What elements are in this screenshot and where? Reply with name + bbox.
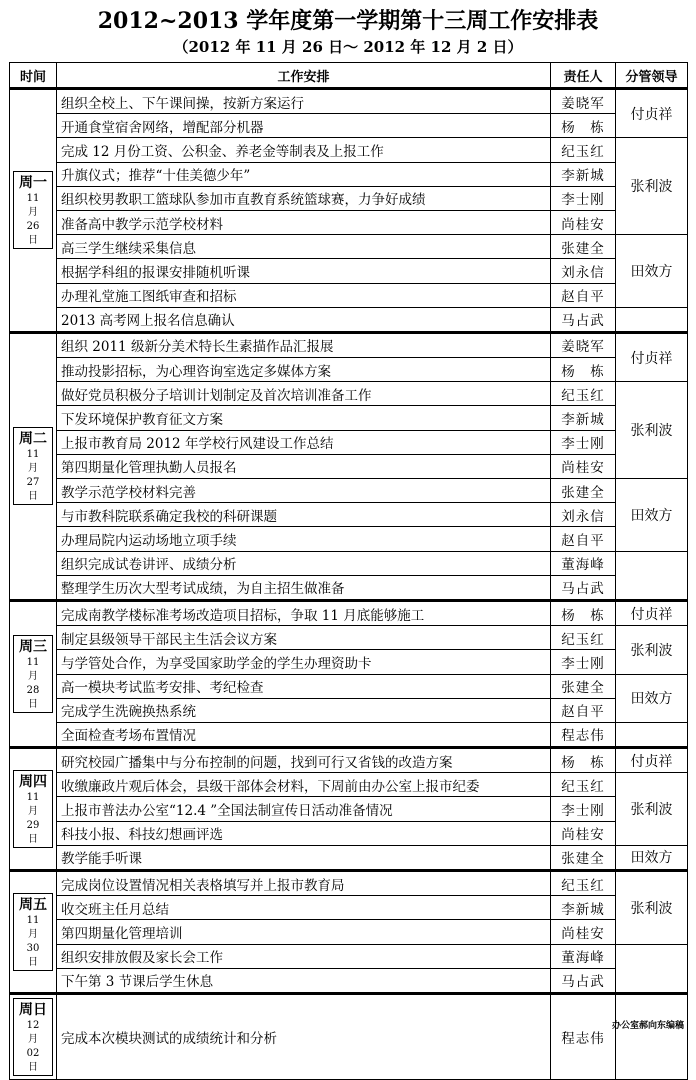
header-tasks: 工作安排 <box>57 63 551 89</box>
leader-cell: 张利波 <box>616 382 688 479</box>
responsible-person-cell: 杨 栋 <box>551 748 616 773</box>
header-leader: 分管领导 <box>616 63 688 89</box>
day-cell <box>10 600 57 747</box>
task-row <box>10 162 688 186</box>
task-cell: 整理学生历次大型考试成绩，为自主招生做准备 <box>57 575 551 600</box>
leader-cell: 付贞祥 <box>616 332 688 381</box>
footer-note: 办公室郝向东编稿 <box>611 1021 684 1031</box>
day-number-unit: 日 <box>28 834 38 846</box>
responsible-person-cell: 赵自平 <box>551 283 616 307</box>
task-cell: 推动投影招标，为心理咨询室选定多媒体方案 <box>57 358 551 382</box>
day-name: 周二 <box>19 431 47 448</box>
task-row <box>10 722 688 747</box>
day-number-unit: 日 <box>28 956 38 968</box>
task-row <box>10 674 688 698</box>
task-cell: 教学能手听课 <box>57 845 551 870</box>
task-cell: 第四期量化管理执勤人员报名 <box>57 454 551 478</box>
responsible-person-cell: 程志伟 <box>551 993 616 1079</box>
task-row <box>10 307 688 332</box>
responsible-person-cell: 刘永信 <box>551 259 616 283</box>
responsible-person-cell: 张建全 <box>551 235 616 259</box>
responsible-person-cell: 张建全 <box>551 479 616 503</box>
day-number: 30 <box>26 942 40 954</box>
task-row <box>10 600 688 625</box>
task-cell: 下发环境保护教育征文方案 <box>57 406 551 430</box>
day-cell <box>10 332 57 600</box>
task-cell: 办理局院内运动场地立项手续 <box>57 527 551 551</box>
task-cell: 组织全校上、下午课间操，按新方案运行 <box>57 89 551 114</box>
task-cell: 完成南教学楼标准考场改造项目招标，争取 11 月底能够施工 <box>57 600 551 625</box>
day-number-unit: 日 <box>28 491 38 503</box>
responsible-person-cell: 纪玉红 <box>551 626 616 650</box>
task-cell: 开通食堂宿舍网络，增配部分机器 <box>57 114 551 138</box>
responsible-person-cell: 李新城 <box>551 896 616 920</box>
task-row <box>10 650 688 674</box>
day-month-unit: 月 <box>28 806 38 818</box>
task-cell: 与学管处合作，为享受国家助学金的学生办理资助卡 <box>57 650 551 674</box>
task-row <box>10 944 688 968</box>
task-row <box>10 845 688 870</box>
responsible-person-cell: 纪玉红 <box>551 138 616 162</box>
responsible-person-cell: 杨 栋 <box>551 600 616 625</box>
day-box <box>13 770 53 848</box>
day-box <box>13 427 53 505</box>
responsible-person-cell: 董海峰 <box>551 944 616 968</box>
day-number: 29 <box>26 820 40 832</box>
task-cell: 第四期量化管理培训 <box>57 920 551 944</box>
leader-cell: 付贞祥 <box>616 748 688 773</box>
task-cell: 上报市教育局 2012 年学校行风建设工作总结 <box>57 430 551 454</box>
task-cell: 高三学生继续采集信息 <box>57 235 551 259</box>
responsible-person-cell: 纪玉红 <box>551 871 616 896</box>
responsible-person-cell: 李士刚 <box>551 797 616 821</box>
responsible-person-cell: 马占武 <box>551 307 616 332</box>
task-cell: 教学示范学校材料完善 <box>57 479 551 503</box>
responsible-person-cell: 赵自平 <box>551 527 616 551</box>
header-row <box>10 63 688 89</box>
task-cell: 收缴廉政片观后体会，县级干部体会材料，下周前由办公室上报市纪委 <box>57 773 551 797</box>
responsible-person-cell: 赵自平 <box>551 698 616 722</box>
task-row <box>10 503 688 527</box>
task-row <box>10 259 688 283</box>
responsible-person-cell: 李士刚 <box>551 186 616 210</box>
day-month: 11 <box>26 657 40 668</box>
task-row <box>10 332 688 357</box>
leader-cell: 张利波 <box>616 626 688 674</box>
day-month: 11 <box>26 792 40 804</box>
day-cell <box>10 871 57 994</box>
responsible-person-cell: 刘永信 <box>551 503 616 527</box>
task-cell: 完成 12 月份工资、公积金、养老金等制表及上报工作 <box>57 138 551 162</box>
responsible-person-cell: 尚桂安 <box>551 821 616 845</box>
day-number: 28 <box>26 685 40 696</box>
responsible-person-cell: 杨 栋 <box>551 114 616 138</box>
task-row <box>10 479 688 503</box>
day-cell <box>10 993 57 1079</box>
schedule-table <box>9 62 688 1080</box>
leader-cell: 田效方 <box>616 674 688 722</box>
task-row <box>10 626 688 650</box>
day-number-unit: 日 <box>28 1061 38 1073</box>
leader-cell: 田效方 <box>616 479 688 552</box>
day-box <box>13 635 53 713</box>
task-cell: 收交班主任月总结 <box>57 896 551 920</box>
task-cell: 科技小报、科技幻想画评选 <box>57 821 551 845</box>
day-number: 02 <box>26 1047 40 1059</box>
responsible-person-cell: 李新城 <box>551 162 616 186</box>
task-cell: 与市教科院联系确定我校的科研课题 <box>57 503 551 527</box>
day-number: 26 <box>26 221 40 233</box>
task-row <box>10 210 688 234</box>
task-row <box>10 454 688 478</box>
schedule-body <box>10 89 688 1080</box>
day-month: 11 <box>26 193 40 205</box>
page-title: 2012~2013 学年度第一学期第十三周工作安排表 <box>97 8 599 34</box>
responsible-person-cell: 李士刚 <box>551 650 616 674</box>
task-row <box>10 114 688 138</box>
leader-cell <box>616 307 688 332</box>
task-row <box>10 527 688 551</box>
task-cell: 根据学科组的报课安排随机听课 <box>57 259 551 283</box>
day-name: 周三 <box>19 639 47 655</box>
task-cell: 制定县级领导干部民主生活会议方案 <box>57 626 551 650</box>
responsible-person-cell: 董海峰 <box>551 551 616 575</box>
day-cell <box>10 89 57 333</box>
responsible-person-cell: 纪玉红 <box>551 773 616 797</box>
task-row <box>10 773 688 797</box>
task-cell: 准备高中教学示范学校材料 <box>57 210 551 234</box>
task-row <box>10 186 688 210</box>
task-cell: 完成学生洗碗换热系统 <box>57 698 551 722</box>
leader-cell <box>616 722 688 747</box>
task-row <box>10 920 688 944</box>
responsible-person-cell: 尚桂安 <box>551 920 616 944</box>
task-cell: 组织安排放假及家长会工作 <box>57 944 551 968</box>
leader-cell: 付贞祥 <box>616 89 688 138</box>
task-row <box>10 551 688 575</box>
leader-cell: 张利波 <box>616 871 688 945</box>
day-month: 11 <box>26 914 40 926</box>
day-box <box>13 998 53 1076</box>
responsible-person-cell: 李新城 <box>551 406 616 430</box>
task-row <box>10 89 688 114</box>
leader-cell: 田效方 <box>616 235 688 308</box>
leader-cell: 付贞祥 <box>616 600 688 625</box>
task-row <box>10 358 688 382</box>
day-box <box>13 893 53 971</box>
day-number-unit: 日 <box>28 235 38 247</box>
day-number-unit: 日 <box>28 699 38 710</box>
responsible-person-cell: 尚桂安 <box>551 454 616 478</box>
responsible-person-cell: 程志伟 <box>551 722 616 747</box>
responsible-person-cell: 张建全 <box>551 674 616 698</box>
task-cell: 完成岗位设置情况相关表格填写并上报市教育局 <box>57 871 551 896</box>
task-row <box>10 430 688 454</box>
header-person: 责任人 <box>551 63 616 89</box>
task-cell: 升旗仪式；推荐“十佳美德少年” <box>57 162 551 186</box>
task-row <box>10 896 688 920</box>
day-month-unit: 月 <box>28 463 38 475</box>
task-cell: 上报市普法办公室“12.4 ”全国法制宣传日活动准备情况 <box>57 797 551 821</box>
task-row <box>10 821 688 845</box>
leader-cell: 张利波 <box>616 773 688 846</box>
responsible-person-cell: 李士刚 <box>551 430 616 454</box>
page-subtitle: （2012 年 11 月 26 日～ 2012 年 12 月 2 日） <box>173 38 523 56</box>
task-cell: 办理礼堂施工图纸审查和招标 <box>57 283 551 307</box>
responsible-person-cell: 姜晓军 <box>551 332 616 357</box>
day-name: 周四 <box>19 774 47 791</box>
day-month: 12 <box>26 1019 40 1031</box>
task-cell: 全面检查考场布置情况 <box>57 722 551 747</box>
task-row <box>10 382 688 406</box>
task-cell: 组织 2011 级新分美术特长生素描作品汇报展 <box>57 332 551 357</box>
day-name: 周日 <box>19 1001 47 1018</box>
responsible-person-cell: 纪玉红 <box>551 382 616 406</box>
day-box <box>13 171 53 249</box>
task-cell: 高一模块考试监考安排、考纪检查 <box>57 674 551 698</box>
day-month-unit: 月 <box>28 928 38 940</box>
day-cell <box>10 748 57 871</box>
task-row <box>10 968 688 993</box>
day-month-unit: 月 <box>28 207 38 219</box>
task-cell: 做好党员积极分子培训计划制定及首次培训准备工作 <box>57 382 551 406</box>
responsible-person-cell: 马占武 <box>551 968 616 993</box>
day-month-unit: 月 <box>28 671 38 682</box>
day-name: 周一 <box>19 175 47 192</box>
leader-cell <box>616 944 688 993</box>
task-row <box>10 698 688 722</box>
leader-cell: 张利波 <box>616 138 688 235</box>
leader-cell <box>616 993 688 1079</box>
task-row <box>10 406 688 430</box>
day-number: 27 <box>26 477 40 489</box>
task-cell: 组织校男教职工篮球队参加市直教育系统篮球赛，力争好成绩 <box>57 186 551 210</box>
task-row <box>10 748 688 773</box>
leader-cell <box>616 551 688 600</box>
day-name: 周五 <box>19 896 47 913</box>
day-month: 11 <box>26 449 40 461</box>
responsible-person-cell: 杨 栋 <box>551 358 616 382</box>
responsible-person-cell: 姜晓军 <box>551 89 616 114</box>
day-month-unit: 月 <box>28 1033 38 1045</box>
task-cell: 完成本次模块测试的成绩统计和分析 <box>57 993 551 1079</box>
responsible-person-cell: 马占武 <box>551 575 616 600</box>
header-time: 时间 <box>10 63 57 89</box>
task-cell: 下午第 3 节课后学生休息 <box>57 968 551 993</box>
task-cell: 2013 高考网上报名信息确认 <box>57 307 551 332</box>
task-row <box>10 871 688 896</box>
responsible-person-cell: 张建全 <box>551 845 616 870</box>
responsible-person-cell: 尚桂安 <box>551 210 616 234</box>
task-row <box>10 235 688 259</box>
task-cell: 组织完成试卷讲评、成绩分析 <box>57 551 551 575</box>
task-row <box>10 993 688 1079</box>
task-cell: 研究校园广播集中与分布控制的问题，找到可行又省钱的改造方案 <box>57 748 551 773</box>
task-row <box>10 138 688 162</box>
task-row <box>10 283 688 307</box>
task-row <box>10 575 688 600</box>
leader-cell: 田效方 <box>616 845 688 870</box>
task-row <box>10 797 688 821</box>
